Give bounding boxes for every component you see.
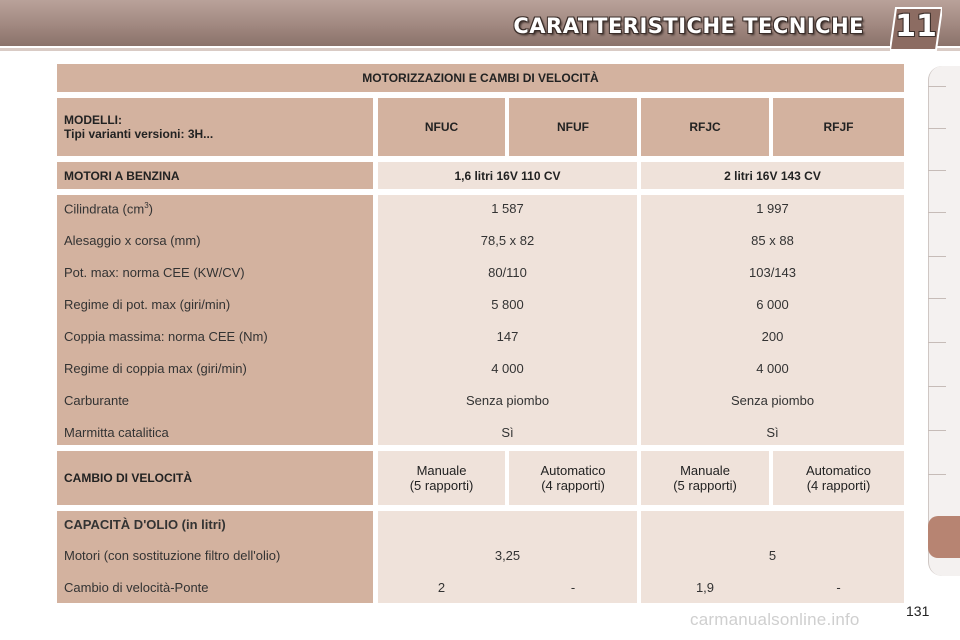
oil-value: 3,25	[494, 548, 521, 563]
active-chapter-tab[interactable]	[928, 516, 960, 558]
tab-divider	[928, 474, 946, 475]
oil-row-label: Motori (con sostituzione filtro dell'olio)	[64, 548, 281, 563]
spec-value: 4 000	[491, 361, 524, 376]
spec-label: Pot. max: norma CEE (KW/CV)	[64, 265, 245, 280]
oil-value: -	[836, 580, 841, 595]
spec-value: Senza piombo	[465, 393, 550, 408]
engine-cell: 2 litri 16V 143 CV	[641, 162, 904, 189]
oil-value: 5	[768, 548, 777, 563]
spec-value: 80/110	[488, 265, 527, 280]
spec-value: 200	[761, 329, 784, 344]
spec-value: 1 587	[491, 201, 524, 216]
gearbox-cell	[509, 451, 637, 505]
spec-label: Alesaggio x corsa (mm)	[64, 233, 201, 248]
models-label-cell	[57, 98, 373, 156]
gearbox-ratios: (4 rapporti)	[806, 478, 871, 493]
chapter-badge	[890, 4, 942, 52]
gearbox-cell	[641, 451, 769, 505]
spec-value: 4 000	[756, 361, 789, 376]
gearbox-label: CAMBIO DI VELOCITÀ	[57, 451, 373, 505]
oil-value: -	[570, 580, 576, 595]
variants-label: Tipi varianti versioni: 3H...	[64, 127, 214, 141]
spec-label: Marmitta catalitica	[64, 425, 169, 440]
spec-label: Regime di pot. max (giri/min)	[64, 297, 231, 312]
engines-label: MOTORI A BENZINA	[57, 162, 373, 189]
spec-label: Cilindrata $(cm^3)$	[64, 201, 153, 217]
spec-value: Sì	[501, 425, 514, 440]
model-code-cell: RFJF	[773, 98, 904, 156]
spec-label: Regime di coppia max (giri/min)	[64, 361, 247, 376]
tab-divider	[928, 212, 946, 213]
chapter-tab-strip	[928, 66, 960, 576]
gearbox-type: Automatico	[540, 463, 606, 478]
spec-label: Carburante	[64, 393, 130, 408]
model-code-cell: NFUF	[509, 98, 637, 156]
gearbox-cell	[773, 451, 904, 505]
gearbox-ratios: (4 rapporti)	[541, 478, 605, 493]
oil-row-label: Cambio di velocità-Ponte	[64, 580, 209, 595]
spec-value: 6 000	[756, 297, 789, 312]
tab-divider	[928, 386, 946, 387]
model-code-cell: NFUC	[378, 98, 505, 156]
oil-label: CAPACITÀ D'OLIO (in litri)	[64, 517, 226, 532]
tab-divider	[928, 342, 946, 343]
table-title: MOTORIZZAZIONI E CAMBI DI VELOCITÀ	[57, 64, 904, 92]
model-code-cell: RFJC	[641, 98, 769, 156]
spec-value: 1 997	[756, 201, 789, 216]
spec-value: 147	[496, 329, 519, 344]
watermark: carmanualsonline.info	[690, 610, 860, 629]
tab-divider	[928, 298, 946, 299]
chapter-number: 11	[895, 9, 937, 44]
engine-cell: 1,6 litri 16V 110 CV	[378, 162, 637, 189]
tab-divider	[928, 128, 946, 129]
oil-value: 2	[437, 580, 446, 595]
gearbox-type: Manuale	[680, 463, 730, 478]
header-shadow	[0, 48, 960, 51]
models-label: MODELLI:	[64, 113, 122, 127]
gearbox-ratios: (5 rapporti)	[409, 478, 474, 493]
tab-divider	[928, 86, 946, 87]
spec-label: Coppia massima: norma CEE (Nm)	[64, 329, 268, 344]
gearbox-cell	[378, 451, 505, 505]
page-title: CARATTERISTICHE TECNICHE	[513, 14, 864, 38]
spec-value: 85 x 88	[751, 233, 794, 248]
gearbox-type: Automatico	[805, 463, 872, 478]
spec-value: Senza piombo	[730, 393, 815, 408]
page-number: 131	[906, 603, 930, 619]
tab-divider	[928, 170, 946, 171]
oil-value: 1,9	[695, 580, 715, 595]
spec-value: Sì	[766, 425, 779, 440]
tab-divider	[928, 256, 946, 257]
tab-divider	[928, 430, 946, 431]
spec-value: 5 800	[491, 297, 524, 312]
gearbox-type: Manuale	[416, 463, 467, 478]
spec-value: 78,5 x 82	[480, 233, 535, 248]
spec-value: 103/143	[749, 265, 796, 280]
gearbox-ratios: (5 rapporti)	[673, 478, 737, 493]
